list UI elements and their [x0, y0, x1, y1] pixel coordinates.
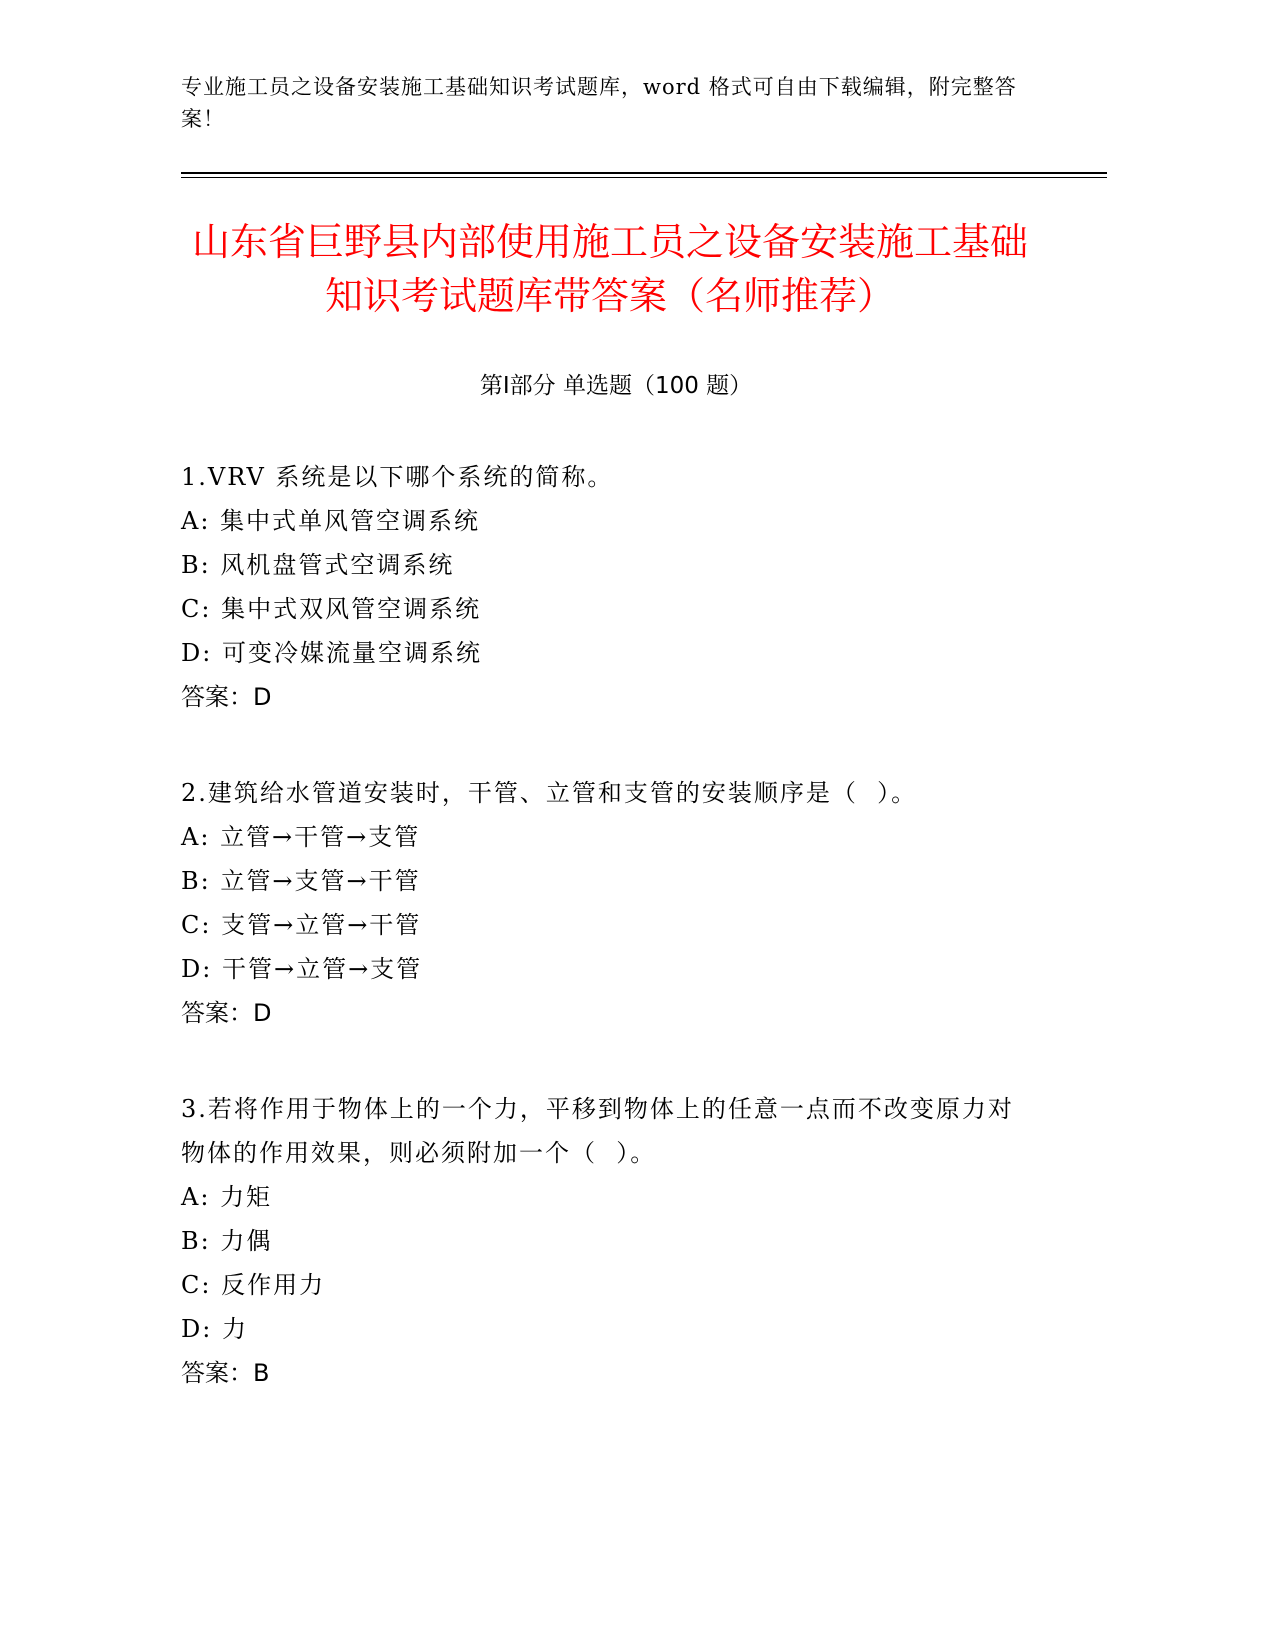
question-number: 1. [181, 463, 208, 491]
question-list [181, 455, 1041, 1447]
option-d [181, 947, 1041, 991]
option-text: 集中式双风管空调系统 [221, 595, 482, 623]
option-a [181, 1175, 1041, 1219]
option-letter: C: [181, 911, 212, 939]
header-note: 专业施工员之设备安装施工基础知识考试题库，word 格式可自由下载编辑，附完整答案！ [181, 75, 1017, 131]
answer-label: 答案： [181, 999, 253, 1027]
option-d [181, 631, 1041, 675]
answer-label: 答案： [181, 1359, 253, 1387]
question-1 [181, 455, 1041, 719]
option-text: 集中式单风管空调系统 [220, 507, 481, 535]
option-text: 立管→支管→干管 [220, 867, 421, 895]
option-b [181, 1219, 1041, 1263]
answer-value: D [253, 683, 272, 711]
option-letter: B: [181, 1227, 211, 1255]
section-heading: 第Ⅰ部分 单选题（100 题） [479, 373, 753, 399]
option-letter: C: [181, 595, 212, 623]
option-letter: D: [181, 955, 213, 983]
answer-line [181, 991, 1041, 1035]
option-d [181, 1307, 1041, 1351]
question-number: 3. [181, 1095, 208, 1123]
option-a [181, 815, 1041, 859]
option-letter: B: [181, 867, 211, 895]
option-c [181, 587, 1041, 631]
question-stem [181, 455, 1021, 499]
option-letter: D: [181, 1315, 213, 1343]
answer-line [181, 1351, 1041, 1395]
header-rule-thick [181, 172, 1107, 174]
answer-label: 答案： [181, 683, 253, 711]
question-text: VRV 系统是以下哪个系统的简称。 [207, 463, 614, 491]
answer-value: D [253, 999, 272, 1027]
question-stem [181, 1087, 1021, 1175]
question-number: 2. [181, 779, 208, 807]
option-b [181, 543, 1041, 587]
option-letter: B: [181, 551, 211, 579]
option-letter: C: [181, 1271, 212, 1299]
option-text: 立管→干管→支管 [220, 823, 421, 851]
question-text: 若将作用于物体上的一个力，平移到物体上的任意一点而不改变原力对物体的作用效果，则必须附加一个（ ）。 [181, 1095, 1014, 1167]
option-text: 力矩 [220, 1183, 273, 1211]
question-2 [181, 771, 1041, 1035]
option-text: 力偶 [220, 1227, 273, 1255]
option-letter: A: [181, 1183, 211, 1211]
header-rule-thin [181, 177, 1107, 178]
option-c [181, 1263, 1041, 1307]
option-letter: A: [181, 507, 211, 535]
option-text: 反作用力 [221, 1271, 326, 1299]
option-text: 风机盘管式空调系统 [220, 551, 455, 579]
question-text: 建筑给水管道安装时，干管、立管和支管的安装顺序是（ ）。 [207, 779, 918, 807]
option-letter: A: [181, 823, 211, 851]
option-text: 力 [221, 1315, 248, 1343]
option-c [181, 903, 1041, 947]
question-3 [181, 1087, 1041, 1395]
answer-line [181, 675, 1041, 719]
option-letter: D: [181, 639, 213, 667]
answer-value: B [253, 1359, 270, 1387]
option-text: 可变冷媒流量空调系统 [221, 639, 482, 667]
option-text: 支管→立管→干管 [221, 911, 422, 939]
question-stem [181, 771, 1021, 815]
document-title: 山东省巨野县内部使用施工员之设备安装施工基础知识考试题库带答案（名师推荐） [191, 220, 1028, 318]
option-b [181, 859, 1041, 903]
option-text: 干管→立管→支管 [221, 955, 423, 983]
option-a [181, 499, 1041, 543]
